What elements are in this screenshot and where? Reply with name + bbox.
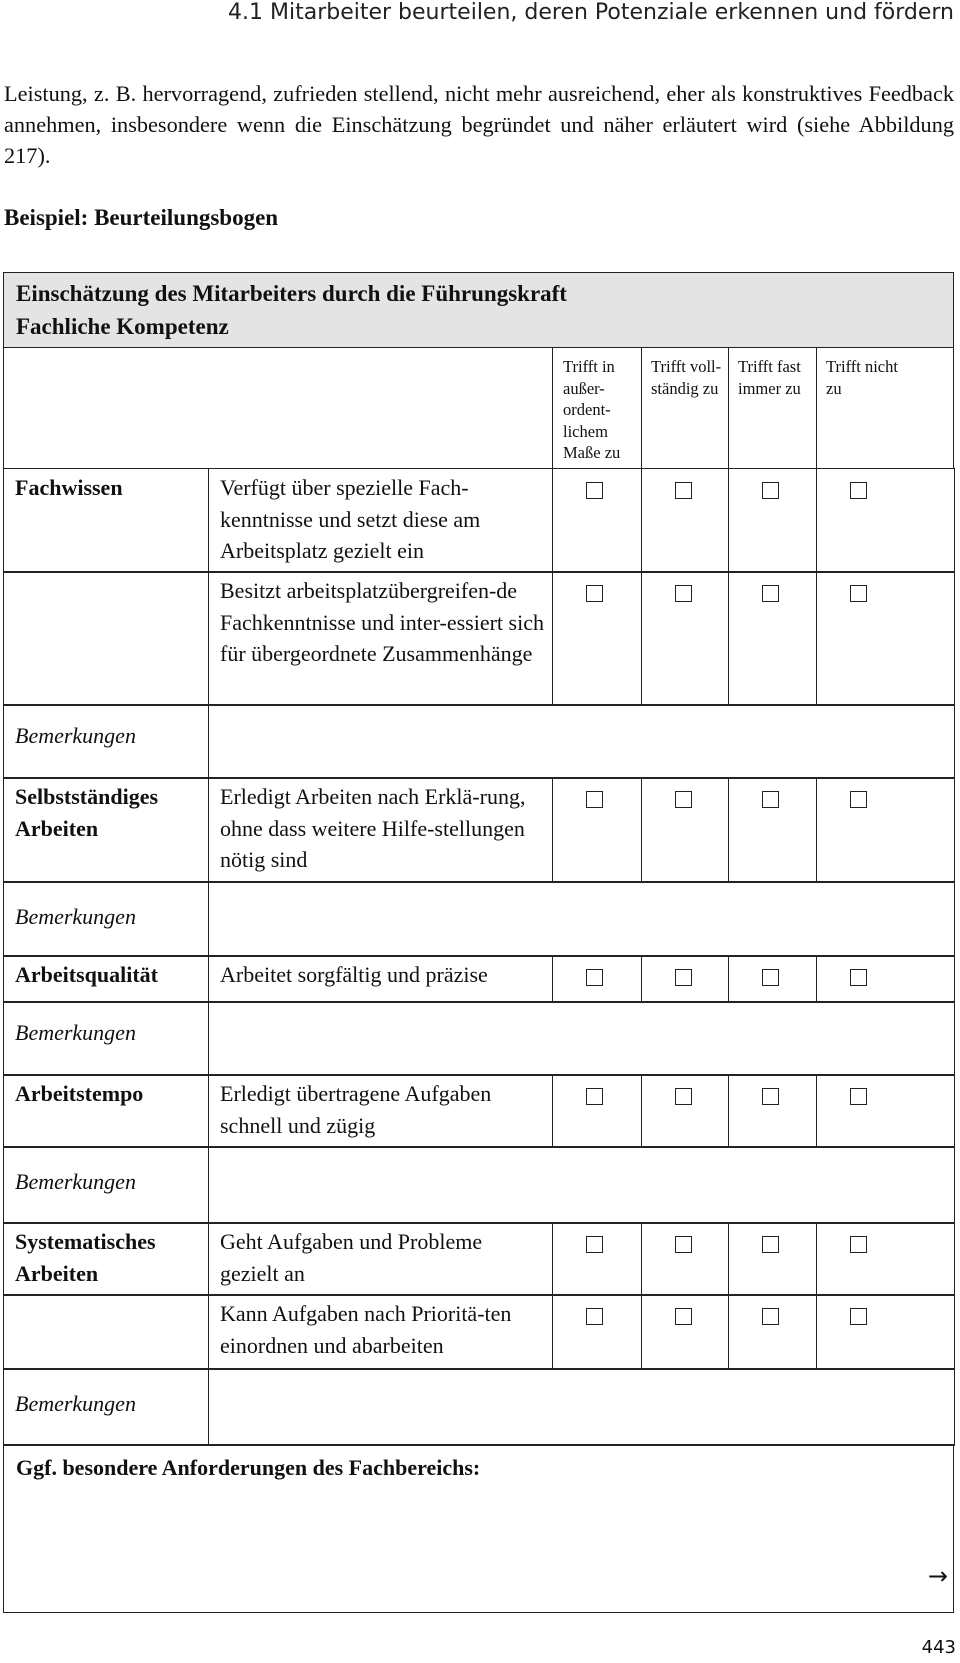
rating-checkbox[interactable] (675, 1088, 692, 1105)
rating-cell (552, 1294, 642, 1370)
rating-cell (728, 1294, 817, 1370)
remarks-field[interactable] (208, 704, 955, 779)
rating-checkbox[interactable] (675, 1308, 692, 1325)
rating-cell (728, 1074, 817, 1148)
category-name: Selbstständiges Arbeiten (15, 784, 159, 841)
criterion-text: Kann Aufgaben nach Prioritä-ten einordnen und abarbeiten (220, 1301, 512, 1358)
rating-checkbox[interactable] (675, 791, 692, 808)
rating-cell (816, 1074, 955, 1148)
rating-cell (816, 777, 955, 883)
rating-cell (816, 1222, 955, 1296)
colhead-spacer (3, 347, 553, 469)
rating-checkbox[interactable] (850, 1308, 867, 1325)
remarks-label: Bemerkungen (15, 1020, 136, 1045)
criterion-text: Geht Aufgaben und Probleme gezielt an (220, 1229, 483, 1286)
rating-checkbox[interactable] (850, 1236, 867, 1253)
rating-cell (816, 1294, 955, 1370)
rating-checkbox[interactable] (586, 1236, 603, 1253)
rating-column-header: Trifft in außer-ordent-lichem Maße zu (563, 357, 621, 462)
criterion-text: Erledigt übertragene Aufgaben schnell und zügig (220, 1081, 492, 1138)
rating-checkbox[interactable] (850, 1088, 867, 1105)
rating-checkbox[interactable] (850, 969, 867, 986)
rating-checkbox[interactable] (762, 969, 779, 986)
rating-checkbox[interactable] (850, 791, 867, 808)
rating-cell (816, 468, 955, 573)
criterion-text: Erledigt Arbeiten nach Erklä-rung, ohne dass weitere Hilfe-stellungen nötig sind (220, 784, 526, 872)
intro-paragraph: Leistung, z. B. hervorragend, zufrieden stellend, nicht mehr ausreichend, eher als konstruktives Feedback annehmen, insbesondere wenn die Einschätzung begründet und näher erläutert wird (siehe Abbildung 217). (4, 81, 954, 168)
rating-cell (641, 1294, 729, 1370)
page-number: 443 (921, 1637, 956, 1658)
special-requirements-label: Ggf. besondere Anforderungen des Fachbereichs: (16, 1455, 481, 1480)
category-name: Arbeitsqualität (15, 962, 158, 987)
criterion-text: Besitzt arbeitsplatzübergreifen-de Fachkenntnisse und inter-essiert sich für übergeordnete Zusammenhänge (220, 578, 544, 666)
rating-checkbox[interactable] (762, 585, 779, 602)
example-title: Beispiel: Beurteilungsbogen (4, 205, 279, 230)
rating-cell (816, 571, 955, 706)
rating-checkbox[interactable] (850, 482, 867, 499)
remarks-label: Bemerkungen (15, 904, 136, 929)
rating-checkbox[interactable] (675, 585, 692, 602)
category-name-cell (3, 571, 209, 706)
rating-checkbox[interactable] (586, 1088, 603, 1105)
rating-checkbox[interactable] (762, 791, 779, 808)
category-name-cell (3, 1294, 209, 1370)
category-name: Fachwissen (15, 475, 123, 500)
rating-checkbox[interactable] (586, 482, 603, 499)
category-name: Arbeitstempo (15, 1081, 144, 1106)
rating-checkbox[interactable] (586, 969, 603, 986)
form-subtitle: Fachliche Kompetenz (16, 314, 229, 339)
rating-column-header: Trifft fast immer zu (738, 357, 801, 398)
remarks-label: Bemerkungen (15, 1169, 136, 1194)
rating-checkbox[interactable] (586, 585, 603, 602)
remarks-label: Bemerkungen (15, 1391, 136, 1416)
rating-column-header: Trifft voll-ständig zu (651, 357, 722, 398)
assessment-form (3, 272, 954, 1613)
rating-checkbox[interactable] (586, 1308, 603, 1325)
rating-checkbox[interactable] (762, 1236, 779, 1253)
rating-cell (728, 1222, 817, 1296)
criterion-text: Verfügt über spezielle Fach-kenntnisse und setzt diese am Arbeitsplatz gezielt ein (220, 475, 481, 563)
rating-checkbox[interactable] (586, 791, 603, 808)
rating-column-header: Trifft nicht zu (826, 357, 898, 398)
continue-arrow-icon: → (927, 1562, 948, 1590)
remarks-field[interactable] (208, 1001, 955, 1076)
category-name: Systematisches Arbeiten (15, 1229, 156, 1286)
remarks-field[interactable] (208, 881, 955, 957)
rating-checkbox[interactable] (762, 482, 779, 499)
rating-checkbox[interactable] (762, 1088, 779, 1105)
rating-cell (552, 1074, 642, 1148)
criterion-text: Arbeitet sorgfältig und präzise (220, 962, 488, 987)
rating-cell (641, 1222, 729, 1296)
remarks-field[interactable] (208, 1368, 955, 1446)
rating-checkbox[interactable] (762, 1308, 779, 1325)
remarks-label: Bemerkungen (15, 723, 136, 748)
rating-checkbox[interactable] (675, 482, 692, 499)
rating-checkbox[interactable] (675, 969, 692, 986)
rating-cell (641, 1074, 729, 1148)
rating-checkbox[interactable] (675, 1236, 692, 1253)
form-title: Einschätzung des Mitarbeiters durch die Führungskraft (16, 281, 567, 306)
rating-checkbox[interactable] (850, 585, 867, 602)
rating-cell (552, 1222, 642, 1296)
remarks-field[interactable] (208, 1146, 955, 1224)
rating-cell (816, 955, 955, 1003)
running-head: 4.1 Mitarbeiter beurteilen, deren Potenziale erkennen und fördern (228, 0, 954, 25)
